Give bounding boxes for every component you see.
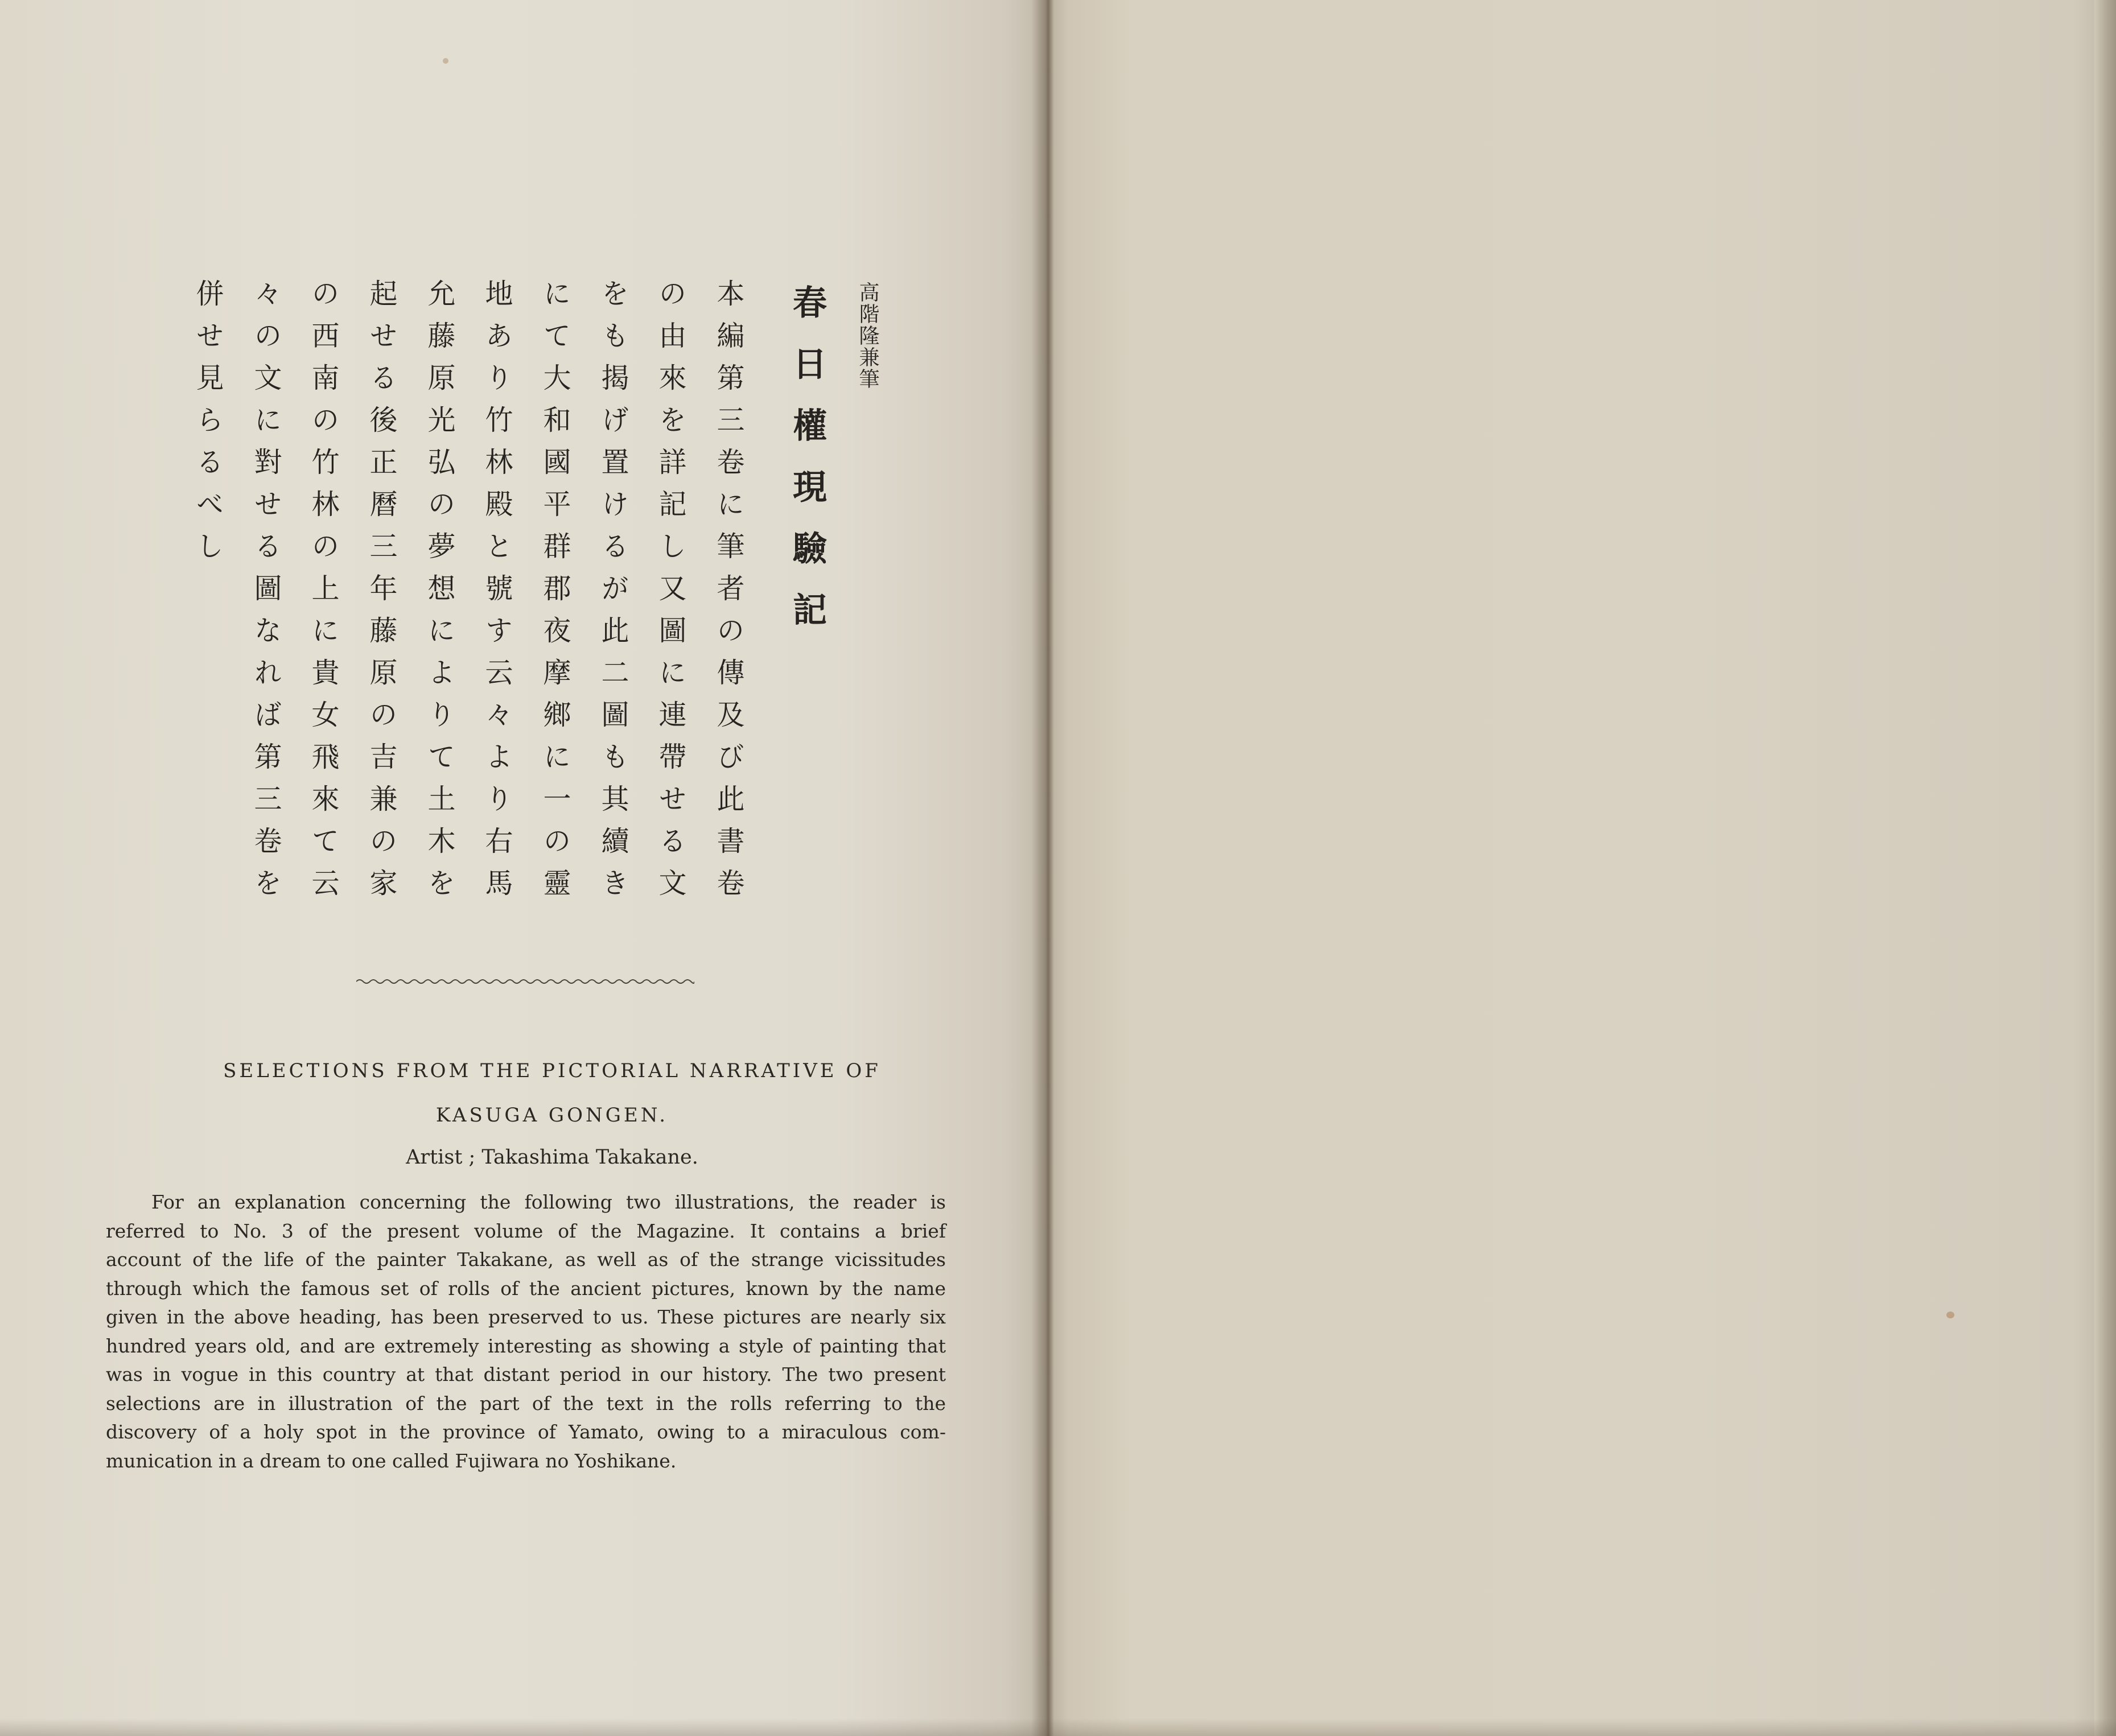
page-bottom-edge (0, 1718, 2116, 1736)
book-gutter (1031, 0, 1054, 1736)
paragraph-line: account of the life of the painter Takakane, as well as of the strange vicissitudes (106, 1248, 946, 1271)
paragraph-line: through which the famous set of rolls of the ancient pictures, known by the name (106, 1277, 946, 1300)
paragraph-line: selections are in illustration of the part of the text in the rolls referring to the (106, 1392, 946, 1415)
author-credit: 高階隆兼筆 (856, 282, 879, 390)
paragraph-line: For an explanation concerning the following two illustrations, the reader is (151, 1191, 946, 1213)
left-page (0, 0, 1047, 1736)
japanese-column: をも揭げ置けるが此二圖も其續き (597, 279, 629, 910)
artist-credit: Artist ; Takashima Takakane. (406, 1146, 698, 1169)
japanese-column: 併せ見らるべし (192, 279, 224, 574)
english-heading: SELECTIONS FROM THE PICTORIAL NARRATIVE OF (223, 1059, 881, 1082)
page-edge (2094, 0, 2116, 1736)
paper-speck (443, 58, 448, 64)
paragraph-line: was in vogue in this country at that distant period in our history. The two present (106, 1363, 946, 1385)
paragraph-line: given in the above heading, has been preserved to us. These pictures are nearly six (106, 1306, 946, 1328)
japanese-column: の西南の竹林の上に貴女飛來て云 (307, 279, 340, 910)
japanese-column: 允藤原光弘の夢想によりて土木を (423, 279, 456, 910)
japanese-column: にて大和國平群郡夜摩鄉に一の靈 (539, 279, 571, 910)
japanese-column: 起せる後正曆三年藤原の吉兼の家 (365, 279, 398, 910)
japanese-column: の由來を詳記し又圖に連帶せる文 (654, 279, 687, 910)
paragraph-line: referred to No. 3 of the present volume of the Magazine. It contains a brief (106, 1219, 946, 1242)
english-subheading: KASUGA GONGEN. (435, 1104, 669, 1127)
japanese-column: 本編第三卷に筆者の傳及び此書卷 (713, 279, 745, 910)
paper-speck (1946, 1312, 1954, 1318)
paragraph-line: hundred years old, and are extremely interesting as showing a style of painting that (106, 1334, 946, 1357)
paragraph-line: discovery of a holy spot in the province of Yamato, owing to a miraculous com- (106, 1421, 946, 1443)
japanese-column: 々の文に對せる圖なれば第三卷を (250, 279, 282, 910)
paragraph-line: munication in a dream to one called Fujiwara no Yoshikane. (106, 1449, 677, 1472)
explanation-paragraph (106, 1188, 946, 1475)
right-page (1047, 0, 2116, 1736)
japanese-column: 地あり竹林殿と號す云々より右馬 (481, 279, 513, 910)
wavy-divider (356, 978, 694, 985)
japanese-title: 春日權現驗記 (787, 284, 827, 653)
